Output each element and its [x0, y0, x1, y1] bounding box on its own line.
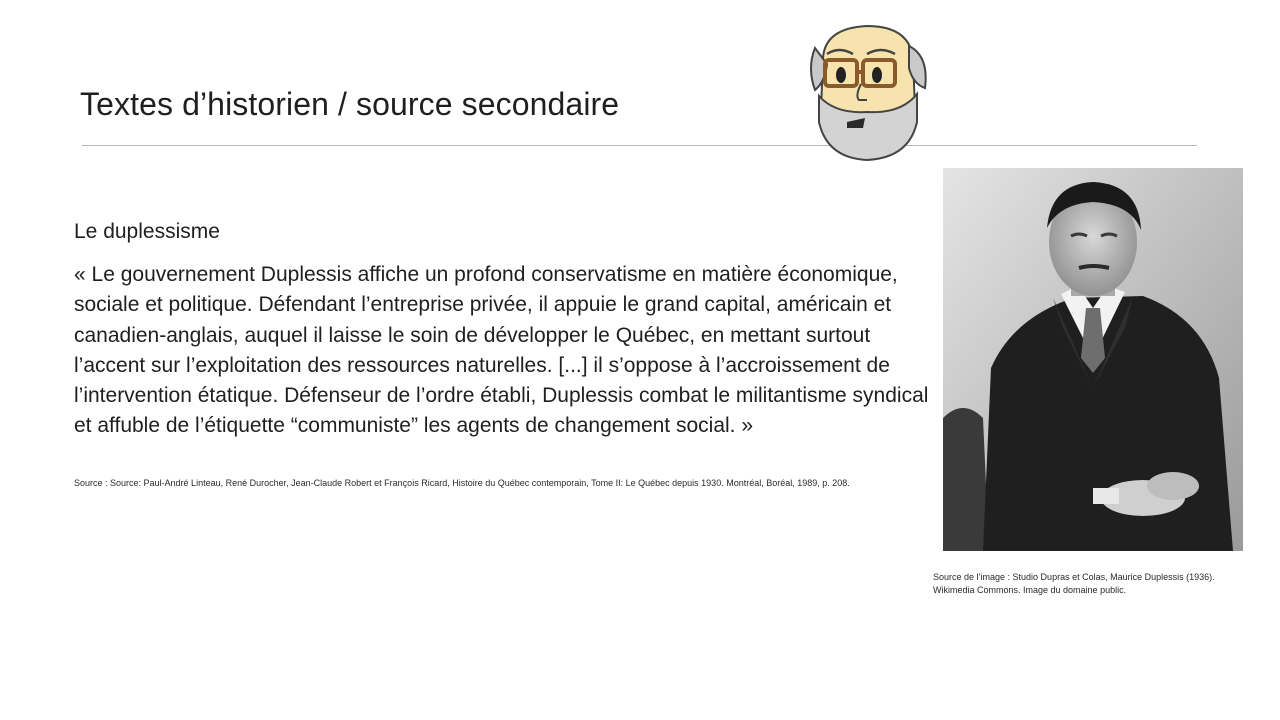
quote-source-citation: Source : Source: Paul-André Linteau, René Durocher, Jean-Claude Robert et François Ricard, Histoire du Québec contemporain, Tome II: Le Québec depuis 1930. Montréal, Boréal, 1989, p. 208.	[74, 478, 850, 488]
historian-mascot-icon	[805, 18, 935, 163]
slide-title: Textes d’historien / source secondaire	[80, 86, 620, 122]
image-credit: Source de l’image : Studio Dupras et Colas, Maurice Duplessis (1936). Wikimedia Commons. Image du domaine public.	[933, 572, 1215, 595]
section-subheading: Le duplessisme	[74, 220, 220, 243]
historian-quote: « Le gouvernement Duplessis affiche un profond conservatisme en matière économique, sociale et politique. Défendant l’entreprise privée, il appuie le grand capital, américain et canadien-anglais, auquel il laisse le soin de développer le Québec, en mettant surtout l’accent sur l’exploitation des ressources naturelles. [...] il s’oppose à l’accroissement de l’intervention étatique. Défenseur de l’ordre établi, Duplessis combat le militantisme syndical et affuble de l’étiquette “communiste” les agents de changement social. »	[74, 263, 929, 438]
title-divider	[82, 145, 1197, 146]
portrait-photo	[943, 168, 1243, 551]
